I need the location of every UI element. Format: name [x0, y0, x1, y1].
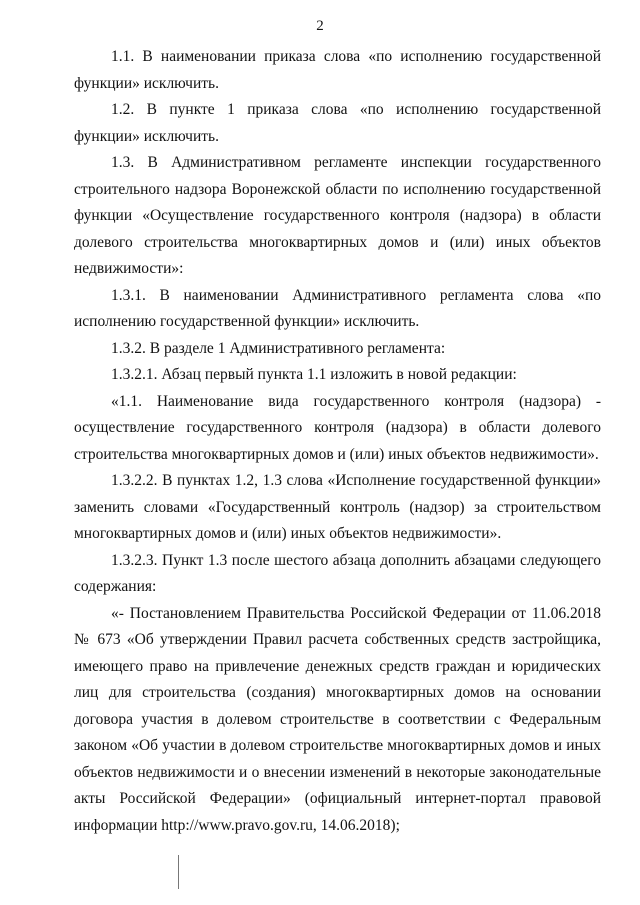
paragraph-1-1: 1.1. В наименовании приказа слова «по исполнению государственной функции» исключить. [74, 48, 601, 92]
paragraph-quote-decree: «- Постановлением Правительства Российской Федерации от 11.06.2018 № 673 «Об утверждении Правил расчета собственных средств застройщика, имеющего право на привлечение денежных средств граждан и юридических лиц для строительства (создания) многоквартирных домов на основании договора участия в долевом строительстве в соответствии с Федеральным законом «Об участии в долевом строительстве многоквартирных домов и иных объектов недвижимости и о внесении изменений в некоторые законодательные акты Российской Федерации» (официальный интернет-портал правовой информации http://www.pravo.gov.ru, 14.06.2018); [74, 604, 601, 834]
paragraph-1-3-2-2: 1.3.2.2. В пунктах 1.2, 1.3 слова «Исполнение государственной функции» заменить словами «Государственный контроль (надзор) за строительством многоквартирных домов и (или) иных объектов недвижимости». [74, 472, 601, 542]
paragraph-quote-1-1: «1.1. Наименование вида государственного контроля (надзора) - осуществление государственного контроля (надзора) в области долевого строительства многоквартирных домов и (или) иных объектов недвижимости». [74, 392, 601, 463]
paragraph-1-3-2-3: 1.3.2.3. Пункт 1.3 после шестого абзаца дополнить абзацами следующего содержания: [74, 551, 601, 595]
scan-mark [178, 855, 179, 889]
paragraph-1-3: 1.3. В Административном регламенте инспекции государственного строительного надзора Воронежской области по исполнению государственной функции «Осуществление государственного контроля (надзора) в области долевого строительства многоквартирных домов и (или) иных объектов недвижимости»: [74, 154, 601, 277]
paragraph-1-2: 1.2. В пункте 1 приказа слова «по исполнению государственной функции» исключить. [74, 101, 601, 145]
paragraph-1-3-1: 1.3.1. В наименовании Административного регламента слова «по исполнению государственной функции» исключить. [74, 286, 601, 330]
document-body [74, 44, 601, 839]
paragraph-1-3-2-1: 1.3.2.1. Абзац первый пункта 1.1 изложить в новой редакции: [111, 366, 517, 383]
paragraph-1-3-2: 1.3.2. В разделе 1 Административного регламента: [111, 339, 446, 357]
page-number: 2 [316, 18, 324, 34]
